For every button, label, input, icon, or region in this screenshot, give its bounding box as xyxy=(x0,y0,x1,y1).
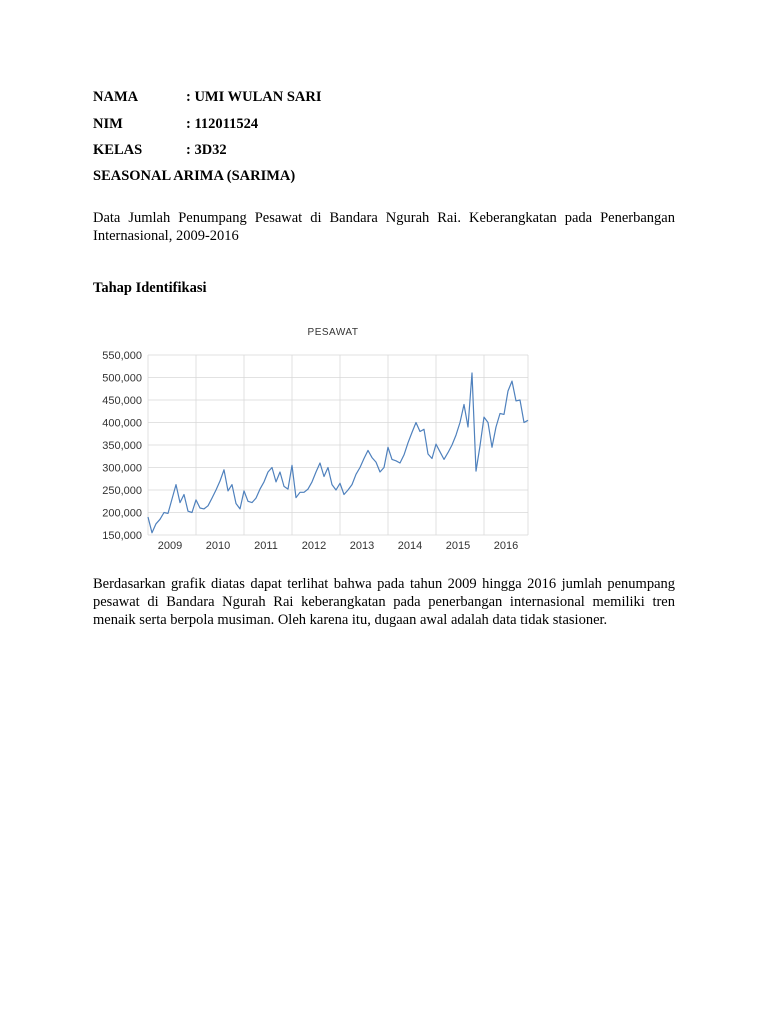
series-line xyxy=(148,373,528,533)
y-tick-label: 200,000 xyxy=(102,507,142,520)
y-tick-label: 300,000 xyxy=(102,462,142,475)
info-label: NAMA xyxy=(93,89,139,105)
x-tick-label: 2013 xyxy=(349,540,375,552)
info-label: NIM xyxy=(93,116,123,132)
y-tick-label: 500,000 xyxy=(102,372,142,385)
x-tick-label: 2015 xyxy=(445,540,471,552)
chart-title: PESAWAT xyxy=(307,327,359,338)
chart-series xyxy=(148,373,528,533)
y-tick-label: 550,000 xyxy=(102,350,142,362)
line-chart xyxy=(88,318,538,558)
info-row-nim xyxy=(93,115,258,133)
intro-paragraph: Data Jumlah Penumpang Pesawat di Bandara Ngurah Rai. Keberangkatan pada Penerbangan Internasional, 2009-2016 xyxy=(93,210,675,244)
info-row-kelas xyxy=(93,141,227,159)
info-row-nama xyxy=(93,88,321,106)
x-tick-label: 2016 xyxy=(493,540,519,552)
x-tick-label: 2011 xyxy=(254,540,278,552)
y-tick-label: 250,000 xyxy=(102,485,142,497)
chart-axes xyxy=(102,350,518,552)
y-tick-label: 150,000 xyxy=(102,530,142,542)
section-title: Tahap Identifikasi xyxy=(93,280,207,296)
y-tick-label: 350,000 xyxy=(102,440,142,452)
subject-title: SEASONAL ARIMA (SARIMA) xyxy=(93,168,296,184)
conclusion-paragraph: Berdasarkan grafik diatas dapat terlihat bahwa pada tahun 2009 hingga 2016 jumlah penumpang pesawat di Bandara Ngurah Rai keberangkatan pada penerbangan internasional memiliki tren menaik serta berpola musiman. Oleh karena itu, dugaan awal adalah data tidak stasioner. xyxy=(93,576,675,628)
info-label: KELAS xyxy=(93,142,143,158)
info-value: : 112011524 xyxy=(186,116,259,132)
y-tick-label: 400,000 xyxy=(102,417,142,430)
y-tick-label: 450,000 xyxy=(102,395,142,407)
x-tick-label: 2012 xyxy=(301,540,327,552)
x-tick-label: 2009 xyxy=(157,540,183,552)
info-value: : UMI WULAN SARI xyxy=(186,89,322,105)
x-tick-label: 2010 xyxy=(205,540,231,552)
x-tick-label: 2014 xyxy=(397,540,423,552)
info-value: : 3D32 xyxy=(186,142,227,158)
